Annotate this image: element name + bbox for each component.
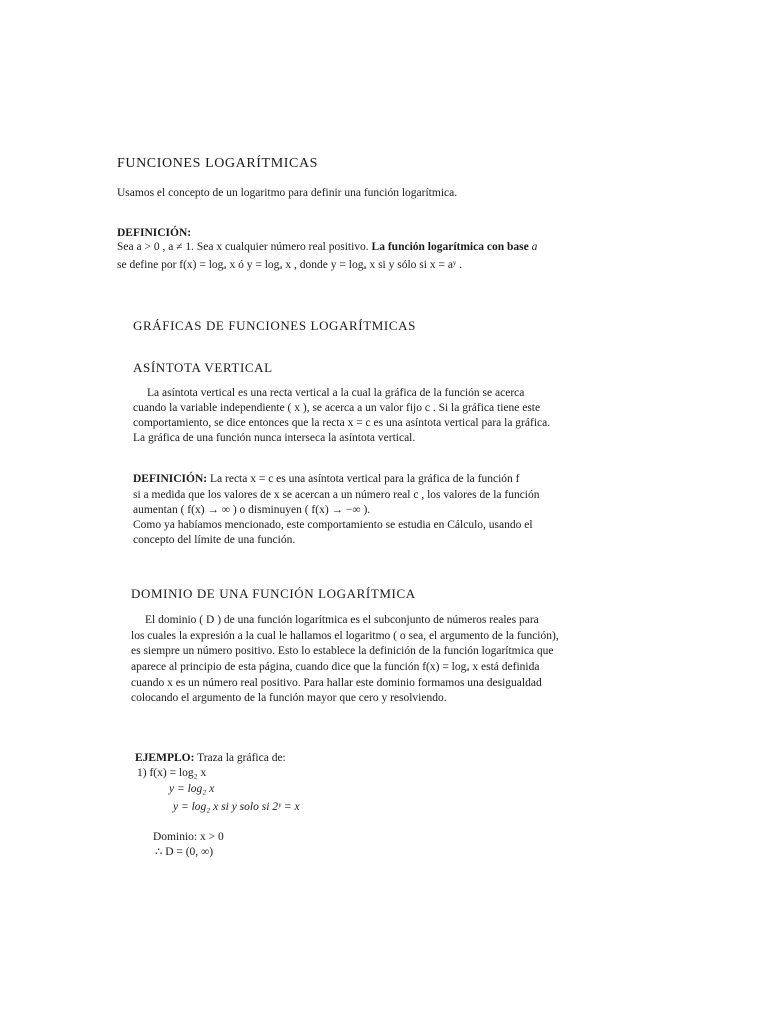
example-line-1: 1) f(x) = log₂ x [137,767,207,779]
definition2-line-5: concepto del límite de una función. [133,534,296,546]
example-domain-line: Dominio: x > 0 [153,831,224,843]
domain-line-2: los cuales la expresión a la cual le hallamos el logaritmo ( o sea, el argumento de la función), [131,630,559,642]
definition2-heading: DEFINICIÓN: [133,473,208,485]
definition-line-1-a: Sea a > 0 , a ≠ 1. Sea x cualquier número real positivo. [117,241,372,253]
definition2-line-4: Como ya habíamos mencionado, este comportamiento se estudia en Cálculo, usando el [133,519,533,531]
asymptote-heading: ASÍNTOTA VERTICAL [133,360,273,375]
domain-line-3: es siempre un número positivo. Esto lo establece la definición de la función logarítmica que [131,645,554,657]
example-line-3: y = log₂ x si y solo si 2ʸ = x [173,801,300,813]
definition-heading-label: DEFINICIÓN: [117,227,192,239]
definition-line-1 [117,240,537,256]
asymptote-line-1: La asíntota vertical es una recta vertical a la cual la gráfica de la función se acerca [147,387,525,399]
definition2-line-2: si a medida que los valores de x se acercan a un número real c , los valores de la función [133,489,540,501]
domain-line-1: El dominio ( D ) de una función logarítmica es el subconjunto de números reales para [145,614,539,626]
example-heading-rest: Traza la gráfica de: [194,752,286,764]
definition-line-2: se define por f(x) = logₐ x ó y = logₐ x , donde y = logₐ x si y sólo si x = aʸ . [117,259,463,271]
definition-line-1-bold: La función logarítmica con base [371,241,529,253]
example-heading-label: EJEMPLO: [135,752,195,764]
page-title: FUNCIONES LOGARÍTMICAS [117,156,319,171]
asymptote-line-3: comportamiento, se dice entonces que la recta x = c es una asíntota vertical para la gráfica. [133,417,551,429]
definition2-line-1 [133,472,519,488]
example-domain-result: ∴ D = (0, ∞) [155,846,214,858]
definition2-line-1-text: La recta x = c es una asíntota vertical para la gráfica de la función f [207,473,520,485]
domain-line-6: colocando el argumento de la función mayor que cero y resolviendo. [131,692,447,704]
definition2-line-3: aumentan ( f(x) → ∞ ) o disminuyen ( f(x) → −∞ ). [133,504,371,516]
domain-line-5: cuando x es un número real positivo. Para hallar este dominio formamos una desigualdad [131,677,542,689]
example-line-2: y = log₂ x [169,783,215,795]
graphs-heading: GRÁFICAS DE FUNCIONES LOGARÍTMICAS [133,318,416,333]
example-heading [135,751,286,767]
domain-line-4: aparece al principio de esta página, cuando dice que la función f(x) = logₐ x está definida [131,661,540,673]
intro-text: Usamos el concepto de un logaritmo para definir una función logarítmica. [117,187,458,199]
asymptote-line-4: La gráfica de una función nunca interseca la asíntota vertical. [133,432,416,444]
domain-heading: DOMINIO DE UNA FUNCIÓN LOGARÍTMICA [131,586,416,601]
asymptote-line-2: cuando la variable independiente ( x ), se acerca a un valor fijo c . Si la gráfica tiene este [133,402,541,414]
definition-line-1-c: a [528,241,538,253]
